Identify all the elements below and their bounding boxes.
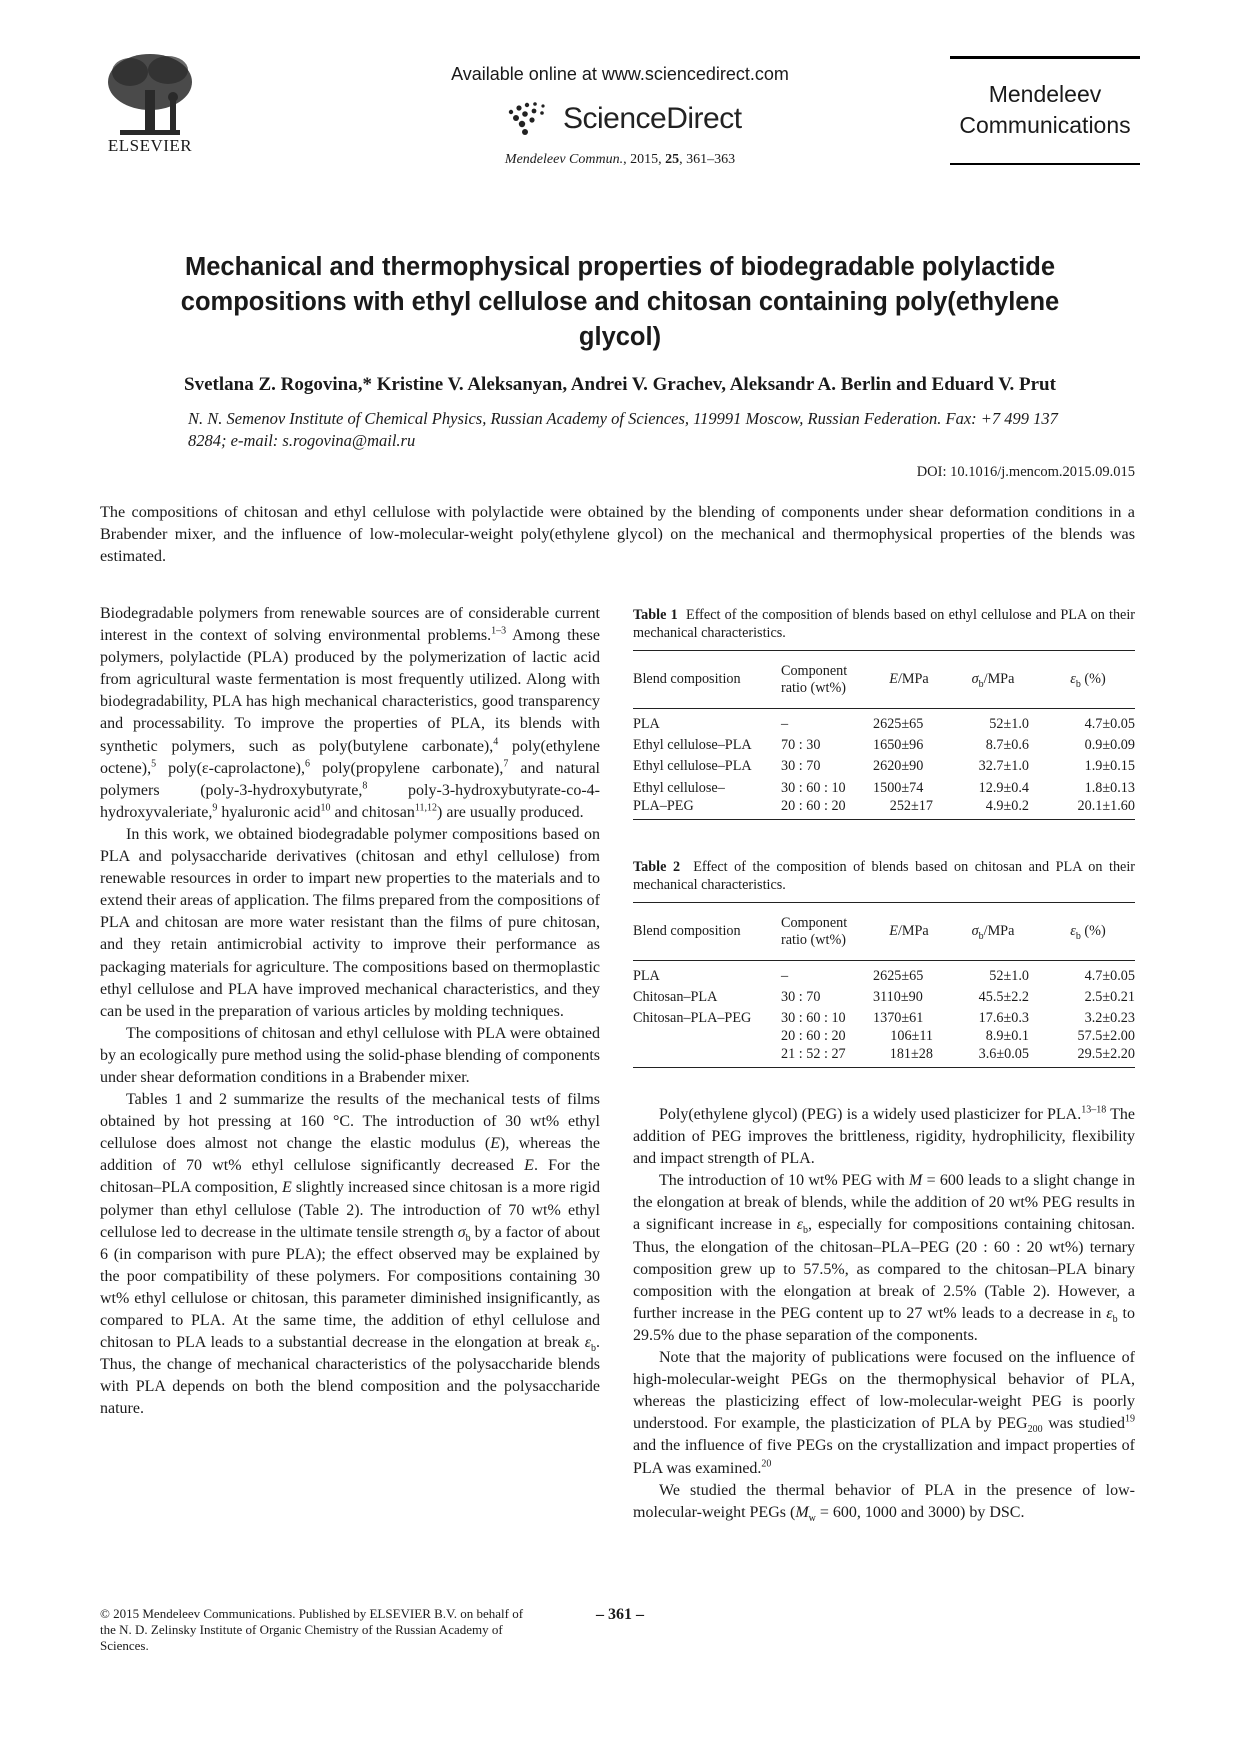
cell: 52±1.0 <box>989 716 1029 732</box>
subscript: b <box>1075 930 1081 942</box>
ref: 11,12 <box>414 802 438 814</box>
text: and natural polymers (poly-3-hydroxybutyrate, <box>100 759 600 799</box>
journal-name-line1: Mendeleev <box>988 81 1102 107</box>
symbol: E <box>889 923 898 939</box>
subscript: b <box>591 1343 596 1355</box>
text: was studied <box>1042 1415 1125 1433</box>
cell: Ethyl cellulose–PLA <box>633 758 752 774</box>
table-header-row <box>633 651 1135 709</box>
ref: 10 <box>320 802 331 814</box>
cell: 2.5±0.21 <box>1084 989 1135 1005</box>
text: = 600, 1000 and 3000) by DSC. <box>815 1503 1025 1521</box>
col-header <box>873 651 945 709</box>
paragraph-4 <box>100 1089 600 1420</box>
subscript: b <box>802 1225 808 1237</box>
cell: 45.5±2.2 <box>978 989 1029 1005</box>
table-2-caption <box>633 858 1135 894</box>
citation-volume: 25 <box>665 152 680 167</box>
cell: 1500±74 <box>873 780 924 796</box>
table-row <box>633 1045 1135 1068</box>
cell: – <box>781 968 789 984</box>
table-1 <box>633 650 1135 820</box>
col-header <box>873 903 945 961</box>
affiliation: N. N. Semenov Institute of Chemical Physics, Russian Academy of Sciences, 119991 Moscow, Russian Federation. Fax: +7 499 137 8284; e-mail: s.rogovina@mail.ru <box>188 409 1058 450</box>
paragraph-1 <box>100 603 600 824</box>
ref: 4 <box>493 736 499 748</box>
text: ), whereas the addition of 70 wt% ethyl cellulose significantly decreased <box>100 1135 600 1175</box>
text: . For the chitosan–PLA composition, <box>100 1157 600 1197</box>
ref: 13–18 <box>1081 1104 1107 1116</box>
symbol: σ <box>457 1223 466 1241</box>
cell: 3.2±0.23 <box>1084 1010 1135 1026</box>
cell: 17.6±0.3 <box>978 1010 1029 1026</box>
text: Poly(ethylene glycol) (PEG) is a widely used plasticizer for PLA. <box>659 1106 1082 1123</box>
symbol: σ <box>971 923 979 939</box>
ref: 20 <box>761 1458 772 1470</box>
publisher-name: ELSEVIER <box>107 136 193 155</box>
citation-pages: , 361–363 <box>679 152 736 167</box>
citation-year: , 2015, <box>623 152 666 167</box>
sciencedirect-logo <box>505 100 805 140</box>
ref: 19 <box>1125 1413 1135 1425</box>
subscript: w <box>808 1512 816 1524</box>
cell: 106±11 <box>890 1028 933 1044</box>
cell: 8.9±0.1 <box>985 1028 1029 1044</box>
paragraph-2: In this work, we obtained biodegradable polymer compositions based on PLA and polysaccharide derivatives (chitosan and ethyl cellulose) from renewable resources in order to impart new properties to the materials and to extend their areas of application. The films prepared from the compositions of PLA and chitosan are more water resistant than the films of pure chitosan, and they retain antimicrobial activity to improve their performance as packaging materials for agriculture. The compositions based on thermoplastic ethyl cellulose and PLA have improved mechanical characteristics, and they can be used in the preparation of various articles by molding techniques. <box>100 825 600 1020</box>
col-header <box>1041 651 1135 709</box>
text: poly(propylene carbonate), <box>310 759 504 777</box>
right-column <box>633 1104 1135 1524</box>
subscript: b <box>978 930 984 942</box>
text: . Thus, the change of mechanical characteristics of the polysaccharide blends with PLA depends on both the blend composition and the polysaccharide nature. <box>100 1334 600 1418</box>
paragraph-6 <box>633 1170 1135 1347</box>
cell: 29.5±2.20 <box>1077 1046 1135 1062</box>
text: Tables 1 and 2 summarize the results of the mechanical tests of films obtained by hot pressing at 160 °C. The introduction of 30 wt% ethyl cellulose does almost not change the elastic modulus ( <box>100 1091 600 1153</box>
cell: 1370±61 <box>873 1010 924 1026</box>
cell: Chitosan–PLA <box>633 989 718 1005</box>
text: hyaluronic acid <box>217 803 321 821</box>
unit: /MPa <box>897 671 929 687</box>
cell: 3.6±0.05 <box>978 1046 1029 1062</box>
text: Biodegradable polymers from renewable sources are of considerable current interest in the context of solving environmental problems. <box>100 605 600 645</box>
cell: 1650±96 <box>873 737 924 753</box>
symbol: ε <box>1070 923 1076 939</box>
abstract-text: The compositions of chitosan and ethyl cellulose with polylactide were obtained by the blending of components under shear deformation conditions in a Brabender mixer, and the influence of low-molecular-weight poly(ethylene glycol) on the mechanical and thermophysical properties of the blends was estimated. <box>100 503 1135 565</box>
col-header <box>781 651 873 709</box>
cell: 12.9±0.4 <box>978 780 1029 796</box>
subscript: 200 <box>1027 1424 1043 1436</box>
table-row <box>633 961 1135 986</box>
subscript: b <box>978 678 984 690</box>
subscript: b <box>1112 1314 1118 1326</box>
symbol: E <box>524 1157 534 1175</box>
unit: /MPa <box>897 923 929 939</box>
text: by a factor of about 6 (in comparison with pure PLA); the effect observed may be explained by the poor compatibility of these polymers. For compositions containing 30 wt% ethyl cellulose or chitosan, this parameter diminished insignificantly, as compared to PLA. At the same time, the addition of ethyl cellulose and chitosan to PLA leads to a substantial decrease in the elongation at break <box>100 1223 601 1352</box>
cell: 252±17 <box>889 798 933 814</box>
text: ) are usually produced. <box>437 803 584 821</box>
text: slightly increased since chitosan is a more rigid polymer than ethyl cellulose (Table 2). The introduction of 70 wt% ethyl cellulose led to decrease in the ultimate tensile strength <box>100 1179 600 1241</box>
col-header: Blend composition <box>633 671 741 687</box>
text: Note that the majority of publications were focused on the influence of high-molecular-weight PEGs on the thermophysical behavior of PLA, whereas the plasticizing effect of low-molecular-weight PEG is poorly understood. For example, the plasticization of PLA by PEG <box>633 1349 1135 1433</box>
citation-journal: Mendeleev Commun. <box>504 152 624 167</box>
doi: DOI: 10.1016/j.mencom.2015.09.015 <box>916 464 1135 480</box>
col-header: Blend composition <box>633 923 741 939</box>
symbol: E <box>889 671 898 687</box>
cell: – <box>781 716 789 732</box>
cell: 32.7±1.0 <box>978 758 1029 774</box>
cell: 30 : 60 : 10 <box>781 1010 846 1026</box>
abstract <box>100 501 1135 567</box>
subscript: b <box>1075 678 1081 690</box>
cell <box>633 1027 781 1045</box>
table-row <box>633 797 1135 820</box>
symbol: E <box>281 1179 292 1197</box>
ref: 6 <box>305 758 311 770</box>
symbol: M <box>909 1172 923 1190</box>
cell: 2625±65 <box>873 716 924 732</box>
cell: 57.5±2.00 <box>1077 1028 1135 1044</box>
journal-name-box <box>950 56 1140 165</box>
text: = 600 leads to a slight change in the elongation at break of blends, while the addition of 20 wt% PEG results in a significant increase in <box>633 1172 1135 1234</box>
unit: (%) <box>1080 923 1106 939</box>
cell: Chitosan–PLA–PEG <box>633 1010 752 1026</box>
cell: 70 : 30 <box>781 737 821 753</box>
table-1-caption <box>633 606 1135 642</box>
cell: 20.1±1.60 <box>1077 798 1135 814</box>
table-2 <box>633 902 1135 1068</box>
table-row <box>633 985 1135 1006</box>
symbol: ε <box>1106 1304 1113 1322</box>
caption-text: Effect of the composition of blends based on chitosan and PLA on their mechanical characteristics. <box>633 859 1136 893</box>
paragraph-7 <box>633 1347 1135 1480</box>
table-row <box>633 1027 1135 1045</box>
unit: /MPa <box>983 671 1015 687</box>
cell: 20 : 60 : 20 <box>781 798 846 814</box>
available-online-text: Available online at www.sciencedirect.com <box>451 64 789 84</box>
cell: Ethyl cellulose– <box>633 780 725 796</box>
text: poly-3-hydroxybutyrate-co-4-hydroxyvaleriate, <box>100 781 600 821</box>
ref: 1–3 <box>491 625 507 637</box>
sciencedirect-wordmark: ScienceDirect <box>563 102 742 135</box>
cell: 21 : 52 : 27 <box>781 1046 846 1062</box>
text: The addition of PEG improves the brittleness, rigidity, hydrophilicity, flexibility and impact strength of PLA. <box>633 1106 1135 1168</box>
col-header <box>945 651 1041 709</box>
cell: 4.9±0.2 <box>985 798 1029 814</box>
left-column <box>100 603 600 1420</box>
cell: 30 : 70 <box>781 758 821 774</box>
header-line: ratio (wt%) <box>781 679 847 696</box>
table-label: Table 2 <box>633 859 681 875</box>
dots-icon <box>505 100 561 136</box>
symbol: σ <box>971 671 979 687</box>
cell: 0.9±0.09 <box>1084 737 1135 753</box>
cell: 1.8±0.13 <box>1084 780 1135 796</box>
text: , especially for compositions containing chitosan. Thus, the elongation of the chitosan–PLA–PEG (20 : 60 : 20 wt%) ternary composition grew up to 57.5%, as compared to the chitosan–PLA binary composition with the elongation at break of 2.5% (Table 2). However, a further increase in the PEG content up to 27 wt% leads to a decrease in <box>633 1216 1135 1322</box>
header-line: Component <box>781 914 848 931</box>
ref: 5 <box>151 758 157 770</box>
symbol: E <box>490 1135 501 1153</box>
unit: /MPa <box>983 923 1015 939</box>
symbol: ε <box>584 1334 591 1352</box>
cell: 181±28 <box>889 1046 933 1062</box>
cell: PLA <box>633 716 660 732</box>
cell: PLA <box>633 968 660 984</box>
ref: 9 <box>212 802 218 814</box>
paragraph-3: The compositions of chitosan and ethyl cellulose with PLA were obtained by an ecologically pure method using the solid-phase blending of components under shear deformation conditions in a Brabender mixer. <box>100 1024 600 1086</box>
table-row <box>633 709 1135 734</box>
symbol: M <box>795 1503 809 1521</box>
header-line: ratio (wt%) <box>781 931 847 948</box>
cell: 1.9±0.15 <box>1084 758 1135 774</box>
table-row <box>633 733 1135 754</box>
cell: 30 : 60 : 10 <box>781 780 846 796</box>
cell: Ethyl cellulose–PLA <box>633 737 752 753</box>
cell: PLA–PEG <box>633 798 694 814</box>
symbol: ε <box>1070 671 1076 687</box>
table-row <box>633 775 1135 797</box>
cell: 8.7±0.6 <box>985 737 1029 753</box>
article-title: Mechanical and thermophysical properties of biodegradable polylactide compositions with ethyl cellulose and chitosan containing poly(ethylene glycol) <box>180 253 1060 351</box>
text: Among these polymers, polylactide (PLA) produced by the polymerization of lactic acid from agricultural waste fermentation is most frequently utilized. Along with biodegradability, PLA has high mechanical characteristics, good transparency and processability. To improve the properties of PLA, its blends with synthetic polymers, such as poly(butylene carbonate), <box>100 627 600 755</box>
cell: 52±1.0 <box>989 968 1029 984</box>
page-number: – 361 – <box>596 1606 644 1623</box>
cell: 3110±90 <box>873 989 923 1005</box>
cell: 4.7±0.05 <box>1084 968 1135 984</box>
table-label: Table 1 <box>633 607 678 623</box>
unit: (%) <box>1080 671 1106 687</box>
table-row <box>633 754 1135 775</box>
ref: 7 <box>503 758 509 770</box>
elsevier-logo <box>100 50 200 160</box>
cell: 30 : 70 <box>781 989 821 1005</box>
text: to 29.5% due to the phase separation of the components. <box>633 1304 1135 1344</box>
text: and chitosan <box>330 803 415 821</box>
text: poly(ε-caprolactone), <box>156 759 306 777</box>
symbol: ε <box>796 1216 803 1234</box>
col-header <box>945 903 1041 961</box>
cell <box>633 1045 781 1068</box>
caption-text: Effect of the composition of blends based on ethyl cellulose and PLA on their mechanical characteristics. <box>633 607 1135 641</box>
paragraph-8 <box>633 1480 1135 1524</box>
header-line: Component <box>781 662 848 679</box>
journal-name-line2: Communications <box>959 112 1131 138</box>
table-row <box>633 1006 1135 1027</box>
subscript: b <box>465 1232 471 1244</box>
text: The introduction of 10 wt% PEG with <box>659 1172 910 1190</box>
text: and the influence of five PEGs on the crystallization and impact properties of PLA was examined. <box>633 1437 1135 1477</box>
col-header <box>1041 903 1135 961</box>
text: We studied the thermal behavior of PLA in the presence of low-molecular-weight PEGs ( <box>633 1481 1135 1521</box>
copyright-notice: © 2015 Mendeleev Communications. Published by ELSEVIER B.V. on behalf of the N. D. Zelinsky Institute of Organic Chemistry of the Russian Academy of Sciences. <box>100 1606 524 1653</box>
author-list: Svetlana Z. Rogovina,* Kristine V. Aleksanyan, Andrei V. Grachev, Aleksandr A. Berlin and Eduard V. Prut <box>184 374 1056 395</box>
cell: 2620±90 <box>873 758 924 774</box>
text: poly(ethylene octene), <box>100 737 600 777</box>
ref: 8 <box>362 780 368 792</box>
paragraph-5 <box>633 1104 1135 1170</box>
cell: 2625±65 <box>873 968 924 984</box>
table-header-row <box>633 903 1135 961</box>
cell: 4.7±0.05 <box>1084 716 1135 732</box>
cell: 20 : 60 : 20 <box>781 1028 846 1044</box>
col-header <box>781 903 873 961</box>
citation-line <box>430 152 810 168</box>
